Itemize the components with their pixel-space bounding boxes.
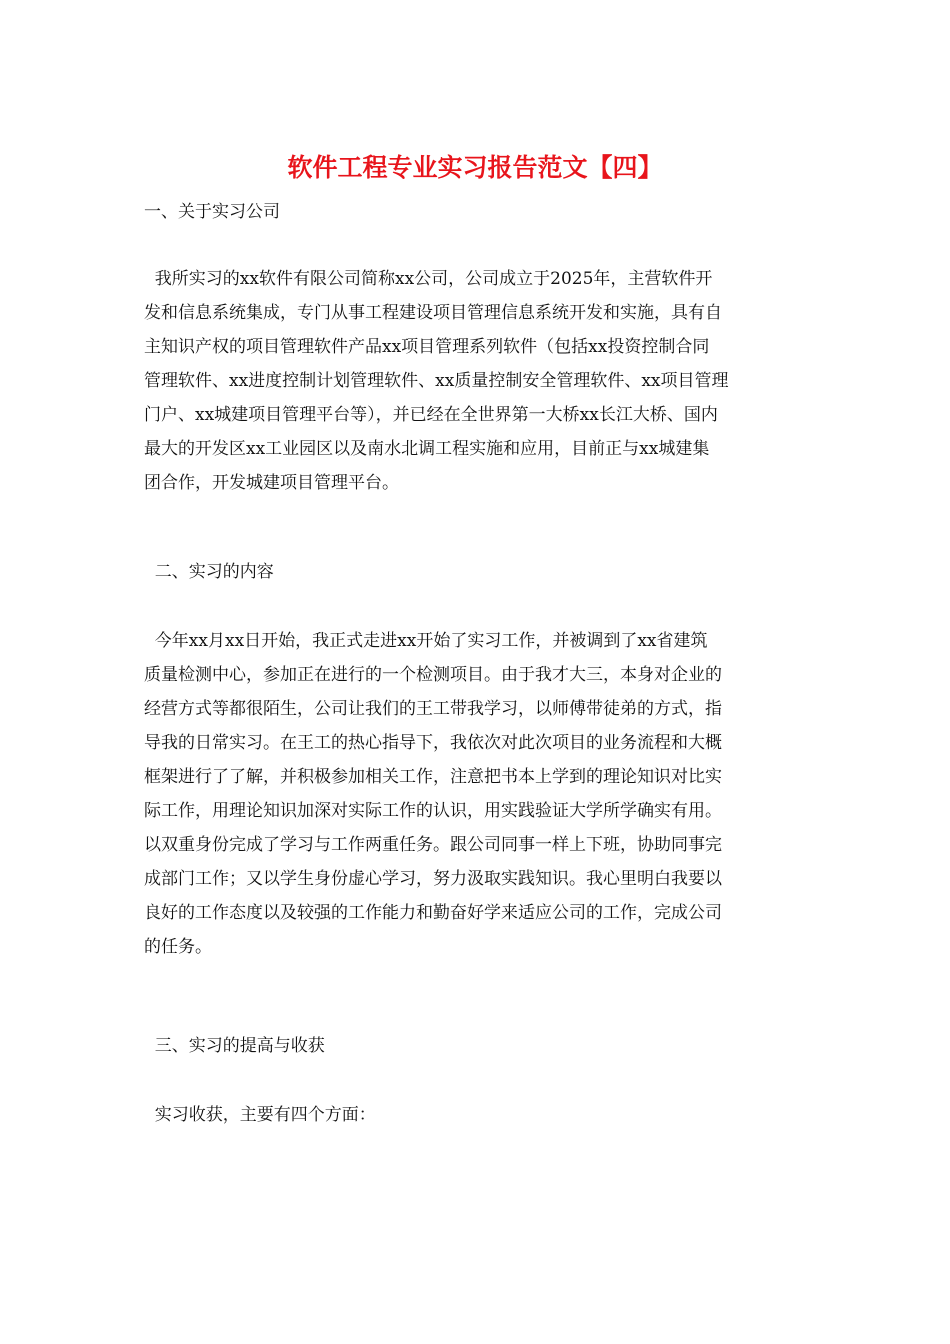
section-heading-gains: 三、实习的提高与收获 xyxy=(144,1036,325,1056)
paragraph-line: 框架进行了了解，并积极参加相关工作，注意把书本上学到的理论知识对比实 xyxy=(144,767,722,787)
paragraph-line: 导我的日常实习。在王工的热心指导下，我依次对此次项目的业务流程和大概 xyxy=(144,733,722,753)
document-title: 软件工程专业实习报告范文【四】 xyxy=(287,153,663,182)
paragraph-line: 成部门工作；又以学生身份虚心学习，努力汲取实践知识。我心里明白我要以 xyxy=(144,869,722,889)
paragraph-line: 发和信息系统集成，专门从事工程建设项目管理信息系统开发和实施，具有自 xyxy=(144,303,722,323)
paragraph-line: 门户、xx城建项目管理平台等），并已经在全世界第一大桥xx长江大桥、国内 xyxy=(144,405,718,425)
paragraph-line: 质量检测中心，参加正在进行的一个检测项目。由于我才大三，本身对企业的 xyxy=(144,665,722,685)
paragraph-line: 我所实习的xx软件有限公司简称xx公司，公司成立于2025年，主营软件开 xyxy=(144,269,713,289)
paragraph-line: 际工作，用理论知识加深对实际工作的认识，用实践验证大学所学确实有用。 xyxy=(144,801,722,821)
paragraph-line: 良好的工作态度以及较强的工作能力和勤奋好学来适应公司的工作，完成公司 xyxy=(144,903,722,923)
paragraph-line: 的任务。 xyxy=(144,937,212,957)
section-paragraph-company xyxy=(144,262,812,500)
paragraph-line: 以双重身份完成了学习与工作两重任务。跟公司同事一样上下班，协助同事完 xyxy=(144,835,722,855)
paragraph-line: 团合作，开发城建项目管理平台。 xyxy=(144,473,399,493)
section-paragraph-content xyxy=(144,624,812,964)
section-heading-content: 二、实习的内容 xyxy=(144,562,274,582)
paragraph-line: 实习收获，主要有四个方面： xyxy=(144,1105,376,1125)
paragraph-line: 最大的开发区xx工业园区以及南水北调工程实施和应用，目前正与xx城建集 xyxy=(144,439,710,459)
paragraph-line: 今年xx月xx日开始，我正式走进xx开始了实习工作，并被调到了xx省建筑 xyxy=(144,631,708,651)
paragraph-line: 主知识产权的项目管理软件产品xx项目管理系列软件（包括xx投资控制合同 xyxy=(144,337,710,357)
paragraph-line: 管理软件、xx进度控制计划管理软件、xx质量控制安全管理软件、xx项目管理 xyxy=(144,371,729,391)
section-heading-company: 一、关于实习公司 xyxy=(144,202,280,222)
section-paragraph-gains xyxy=(144,1098,812,1132)
paragraph-line: 经营方式等都很陌生，公司让我们的王工带我学习，以师傅带徒弟的方式，指 xyxy=(144,699,722,719)
